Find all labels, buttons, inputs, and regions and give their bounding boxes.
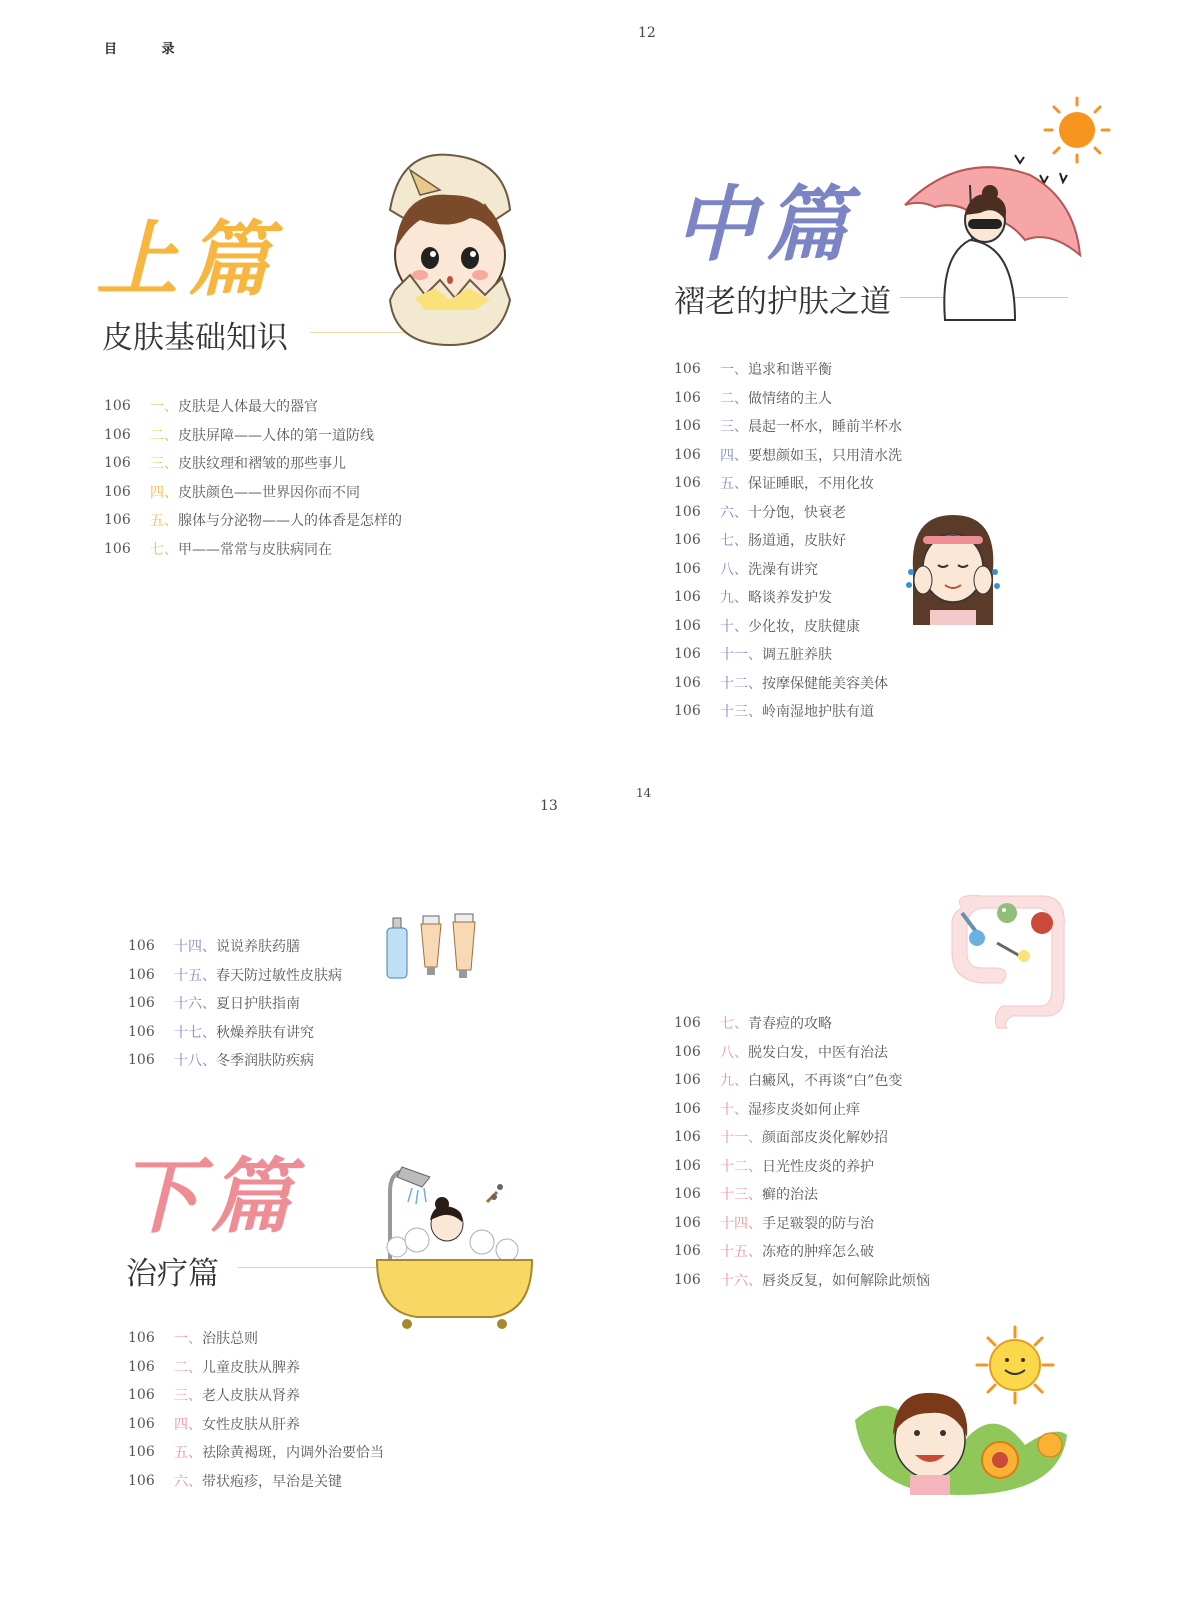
toc-number: 七、 <box>720 1016 748 1033</box>
toc-number: 七、 <box>150 541 178 558</box>
toc-row[interactable] <box>674 555 902 584</box>
toc-row[interactable] <box>674 583 902 612</box>
toc-number: 一、 <box>150 399 178 416</box>
toc-number: 十六、 <box>720 1272 762 1289</box>
toc-page: 106 <box>674 617 701 634</box>
toc-page: 106 <box>674 1043 701 1060</box>
toc-page: 106 <box>104 426 131 443</box>
toc-page: 106 <box>674 503 701 520</box>
toc-row[interactable] <box>128 1381 384 1410</box>
toc-row[interactable] <box>674 1152 930 1181</box>
toc-row[interactable] <box>674 1066 930 1095</box>
toc-number: 五、 <box>720 476 748 493</box>
toc-title: 皮肤纹理和褶皱的那些事儿 <box>178 456 346 473</box>
toc-page: 106 <box>128 995 155 1012</box>
toc-title: 脱发白发，中医有治法 <box>748 1044 888 1061</box>
toc-row[interactable] <box>674 697 902 726</box>
toc-row[interactable] <box>128 961 342 990</box>
toc-row[interactable] <box>674 1209 930 1238</box>
girl-washing-face-illustration <box>905 510 1000 625</box>
intestine-illustration <box>942 888 1072 1028</box>
toc-title: 说说养肤药膳 <box>216 939 300 956</box>
contents-header: 目 录 <box>104 42 195 57</box>
toc-row[interactable] <box>128 932 342 961</box>
toc-number: 一、 <box>174 1331 202 1348</box>
toc-page: 106 <box>674 1072 701 1089</box>
toc-title: 带状疱疹，早治是关键 <box>202 1473 342 1490</box>
part2-toc <box>674 355 902 726</box>
part3-divider <box>238 1267 378 1268</box>
toc-title: 老人皮肤从肾养 <box>202 1388 300 1405</box>
girl-in-bathtub-illustration <box>372 1162 537 1330</box>
toc-page: 106 <box>674 389 701 406</box>
toc-title: 甲——常常与皮肤病同在 <box>178 541 332 558</box>
toc-page: 106 <box>104 512 131 529</box>
toc-number: 一、 <box>720 362 748 379</box>
toc-title: 做情绪的主人 <box>748 390 832 407</box>
toc-number: 十二、 <box>720 1158 762 1175</box>
page-number: 12 <box>638 25 656 41</box>
toc-number: 九、 <box>720 590 748 607</box>
toc-row[interactable] <box>674 640 902 669</box>
toc-row[interactable] <box>104 535 402 564</box>
toc-title: 颜面部皮炎化解妙招 <box>762 1130 888 1147</box>
toc-row[interactable] <box>674 669 902 698</box>
toc-page: 106 <box>128 1330 155 1347</box>
toc-row[interactable] <box>674 1266 930 1295</box>
toc-row[interactable] <box>128 1018 342 1047</box>
toc-title: 儿童皮肤从脾养 <box>202 1359 300 1376</box>
toc-title: 腺体与分泌物——人的体香是怎样的 <box>178 513 402 530</box>
toc-page: 106 <box>128 1052 155 1069</box>
toc-page: 106 <box>674 361 701 378</box>
toc-number: 三、 <box>174 1388 202 1405</box>
toc-title: 洗澡有讲究 <box>748 561 818 578</box>
toc-title: 白癜风，不再谈“白”色变 <box>748 1073 903 1090</box>
toc-page: 106 <box>674 446 701 463</box>
toc-title: 女性皮肤从肝养 <box>202 1416 300 1433</box>
toc-row[interactable] <box>674 469 902 498</box>
toc-row[interactable] <box>128 989 342 1018</box>
page-number: 14 <box>636 786 652 800</box>
toc-number: 十五、 <box>720 1244 762 1261</box>
toc-number: 九、 <box>720 1073 748 1090</box>
part1-big-title: 上篇 <box>96 212 280 308</box>
toc-page: 106 <box>674 1271 701 1288</box>
toc-number: 六、 <box>720 504 748 521</box>
toc-row[interactable] <box>674 1009 930 1038</box>
toc-page: 106 <box>674 418 701 435</box>
toc-number: 六、 <box>174 1473 202 1490</box>
toc-title: 略谈养发护发 <box>748 590 832 607</box>
toc-page: 106 <box>674 475 701 492</box>
toc-page: 106 <box>128 1023 155 1040</box>
toc-number: 八、 <box>720 1044 748 1061</box>
toc-title: 皮肤屏障——人体的第一道防线 <box>178 427 374 444</box>
toc-row[interactable] <box>674 412 902 441</box>
toc-title: 癣的治法 <box>762 1187 818 1204</box>
toc-title: 十分饱，快衰老 <box>748 504 846 521</box>
toc-title: 夏日护肤指南 <box>216 996 300 1013</box>
toc-number: 二、 <box>720 390 748 407</box>
toc-row[interactable] <box>128 1438 384 1467</box>
toc-page: 106 <box>128 1444 155 1461</box>
toc-page: 106 <box>128 966 155 983</box>
toc-title: 要想颜如玉，只用清水洗 <box>748 447 902 464</box>
toc-title: 秋燥养肤有讲究 <box>216 1024 314 1041</box>
toc-title: 冻疮的肿痒怎么破 <box>762 1244 874 1261</box>
toc-number: 十七、 <box>174 1024 216 1041</box>
toc-number: 十八、 <box>174 1053 216 1070</box>
toc-row[interactable] <box>104 478 402 507</box>
toc-row[interactable] <box>104 421 402 450</box>
toc-title: 少化妆，皮肤健康 <box>748 618 860 635</box>
toc-page: 106 <box>674 674 701 691</box>
toc-row[interactable] <box>674 1180 930 1209</box>
part1-toc <box>104 392 402 563</box>
toc-number: 五、 <box>174 1445 202 1462</box>
toc-number: 五、 <box>150 513 178 530</box>
toc-number: 八、 <box>720 561 748 578</box>
toc-page: 106 <box>674 1243 701 1260</box>
toc-title: 肠道通，皮肤好 <box>748 533 846 550</box>
toc-number: 十一、 <box>720 1130 762 1147</box>
part3-big-title: 下篇 <box>118 1149 302 1245</box>
toc-number: 十、 <box>720 1101 748 1118</box>
part3-toc <box>128 1324 384 1495</box>
toc-number: 十一、 <box>720 647 762 664</box>
part3-subtitle: 治疗篇 <box>126 1256 219 1292</box>
toc-page: 106 <box>674 532 701 549</box>
toc-page: 106 <box>674 646 701 663</box>
toc-title: 青春痘的攻略 <box>748 1016 832 1033</box>
toc-row[interactable] <box>674 441 902 470</box>
part3-toc-continued <box>674 1009 930 1294</box>
baby-in-eggshell-illustration <box>380 150 520 350</box>
toc-number: 十、 <box>720 618 748 635</box>
toc-row[interactable] <box>674 612 902 641</box>
toc-title: 日光性皮炎的养护 <box>762 1158 874 1175</box>
girl-with-sunflowers-illustration <box>855 1325 1070 1495</box>
part1-subtitle: 皮肤基础知识 <box>102 320 288 356</box>
toc-number: 十三、 <box>720 1187 762 1204</box>
toc-title: 湿疹皮炎如何止痒 <box>748 1101 860 1118</box>
toc-page: 106 <box>674 1100 701 1117</box>
toc-number: 二、 <box>150 427 178 444</box>
toc-title: 治肤总则 <box>202 1331 258 1348</box>
toc-row[interactable] <box>104 506 402 535</box>
toc-number: 四、 <box>174 1416 202 1433</box>
skincare-bottles-illustration <box>385 912 480 982</box>
toc-page: 106 <box>674 560 701 577</box>
toc-title: 祛除黄褐斑，内调外治要恰当 <box>202 1445 384 1462</box>
toc-page: 106 <box>674 1129 701 1146</box>
toc-page: 106 <box>104 540 131 557</box>
toc-row[interactable] <box>674 498 902 527</box>
toc-title: 岭南湿地护肤有道 <box>762 704 874 721</box>
toc-number: 三、 <box>720 419 748 436</box>
toc-row[interactable] <box>674 384 902 413</box>
toc-title: 手足皲裂的防与治 <box>762 1215 874 1232</box>
toc-number: 十五、 <box>174 967 216 984</box>
toc-row[interactable] <box>128 1324 384 1353</box>
toc-title: 保证睡眠，不用化妆 <box>748 476 874 493</box>
toc-title: 追求和谐平衡 <box>748 362 832 379</box>
toc-page: 106 <box>104 455 131 472</box>
toc-page: 106 <box>128 1472 155 1489</box>
toc-title: 晨起一杯水，睡前半杯水 <box>748 419 902 436</box>
toc-number: 四、 <box>720 447 748 464</box>
toc-page: 106 <box>674 589 701 606</box>
toc-title: 春天防过敏性皮肤病 <box>216 967 342 984</box>
toc-title: 冬季润肤防疾病 <box>216 1053 314 1070</box>
toc-title: 按摩保健能美容美体 <box>762 675 888 692</box>
toc-row[interactable] <box>674 526 902 555</box>
toc-page: 106 <box>104 483 131 500</box>
part2-toc-continued <box>128 932 342 1075</box>
toc-row[interactable] <box>128 1410 384 1439</box>
toc-title: 皮肤颜色——世界因你而不同 <box>178 484 360 501</box>
toc-number: 二、 <box>174 1359 202 1376</box>
toc-page: 106 <box>128 938 155 955</box>
toc-title: 唇炎反复，如何解除此烦恼 <box>762 1272 930 1289</box>
toc-page: 106 <box>128 1358 155 1375</box>
toc-page: 106 <box>674 1015 701 1032</box>
toc-number: 七、 <box>720 533 748 550</box>
toc-row[interactable] <box>674 1237 930 1266</box>
toc-row[interactable] <box>674 355 902 384</box>
toc-page: 106 <box>674 1214 701 1231</box>
toc-row[interactable] <box>674 1123 930 1152</box>
toc-row[interactable] <box>674 1095 930 1124</box>
toc-number: 十六、 <box>174 996 216 1013</box>
toc-row[interactable] <box>104 449 402 478</box>
woman-with-umbrella-illustration <box>900 145 1085 325</box>
part2-subtitle: 褶老的护肤之道 <box>674 284 891 320</box>
toc-number: 三、 <box>150 456 178 473</box>
toc-page: 106 <box>104 398 131 415</box>
toc-row[interactable] <box>104 392 402 421</box>
toc-row[interactable] <box>128 1467 384 1496</box>
toc-row[interactable] <box>128 1046 342 1075</box>
toc-number: 十四、 <box>720 1215 762 1232</box>
toc-page: 106 <box>674 1186 701 1203</box>
toc-row[interactable] <box>674 1038 930 1067</box>
toc-title: 调五脏养肤 <box>762 647 832 664</box>
part2-big-title: 中篇 <box>674 177 858 273</box>
toc-page: 106 <box>128 1415 155 1432</box>
toc-page: 106 <box>128 1387 155 1404</box>
toc-number: 十三、 <box>720 704 762 721</box>
toc-title: 皮肤是人体最大的器官 <box>178 399 318 416</box>
toc-row[interactable] <box>128 1353 384 1382</box>
toc-page: 106 <box>674 1157 701 1174</box>
page-number: 13 <box>540 798 558 814</box>
toc-number: 十二、 <box>720 675 762 692</box>
toc-number: 十四、 <box>174 939 216 956</box>
toc-number: 四、 <box>150 484 178 501</box>
toc-page: 106 <box>674 703 701 720</box>
